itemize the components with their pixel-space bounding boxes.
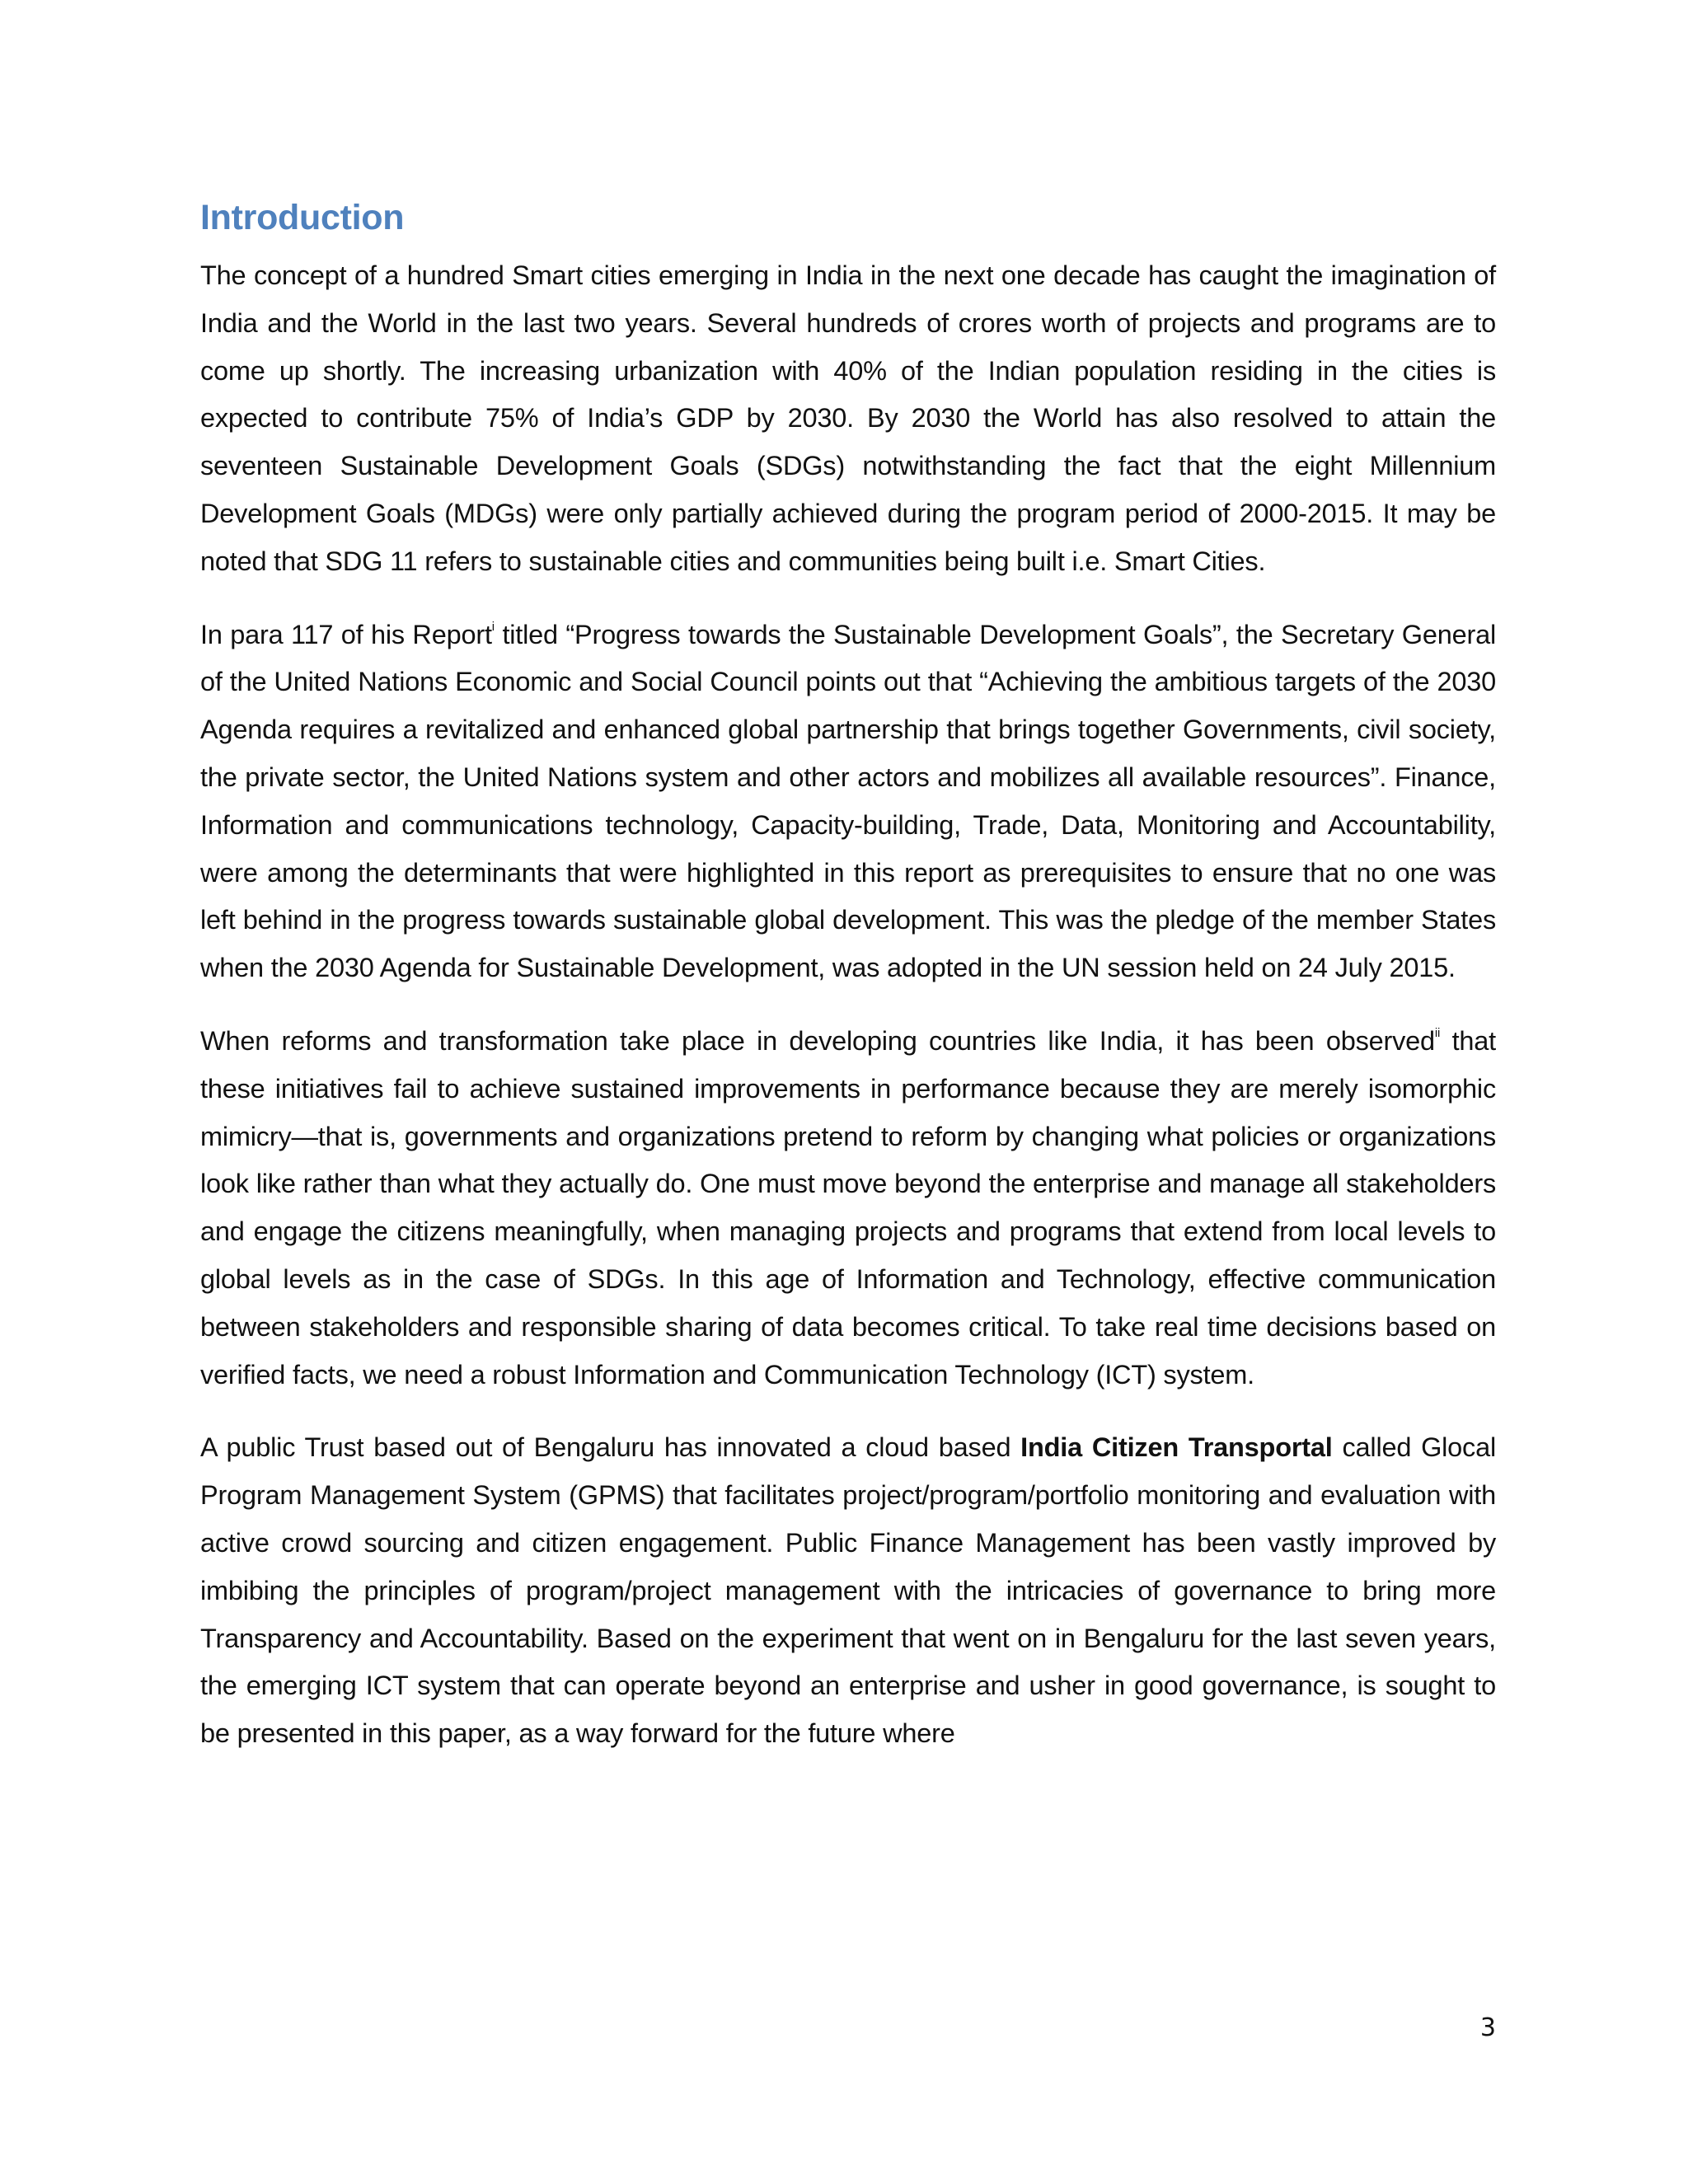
paragraph-1: The concept of a hundred Smart cities emerging in India in the next one decade has caught the imagination of India and the World in the last two years. Several hundreds of crores worth of projects and programs are to come up shortly. The increasing urbanization with 40% of the Indian population residing in the cities is expected to contribute 75% of India’s GDP by 2030. By 2030 the World has also resolved to attain the seventeen Sustainable Development Goals (SDGs) notwithstanding the fact that the eight Millennium Development Goals (MDGs) were only partially achieved during the program period of 2000-2015. It may be noted that SDG 11 refers to sustainable cities and communities being built i.e. Smart Cities. [200, 260, 1496, 576]
page-content [200, 191, 1496, 1783]
section-heading: Introduction [200, 198, 405, 237]
footnote-ref-i[interactable]: i [491, 619, 495, 634]
paragraph-2-text-after: titled “Progress towards the Sustainable Development Goals”, the Secretary General of the United Nations Economic and Social Council points out that “Achieving the ambitious targets of the 2030 Agenda requires a revitalized and enhanced global partnership that brings together Governments, civil society, the private sector, the United Nations system and other actors and mobilizes all available resources”. Finance, Information and communications technology, Capacity-building, Trade, Data, Monitoring and Accountability, were among the determinants that were highlighted in this report as prerequisites to ensure that no one was left behind in the progress towards sustainable global development. This was the pledge of the member States when the 2030 Agenda for Sustainable Development, was adopted in the UN session held on 24 July 2015. [200, 619, 1497, 983]
paragraph-3-text-after: that these initiatives fail to achieve sustained improvements in performance because they are merely isomorphic mimicry—that is, governments and organizations pretend to reform by changing what policies or organizations look like rather than what they actually do. One must move beyond the enterprise and manage all stakeholders and engage the citizens meaningfully, when managing projects and programs that extend from local levels to global levels as in the case of SDGs. In this age of Information and Technology, effective communication between stakeholders and responsible sharing of data becomes critical. To take real time decisions based on verified facts, we need a robust Information and Communication Technology (ICT) system. [200, 1025, 1496, 1390]
paragraph-4 [200, 1424, 1496, 1758]
paragraph-4-text-after: called Glocal Program Management System (GPMS) that facilitates project/program/portfolio monitoring and evaluation with active crowd sourcing and citizen engagement. Public Finance Management has been vastly improved by imbibing the principles of program/project management with the intricacies of governance to bring more Transparency and Accountability. Based on the experiment that went on in Bengaluru for the last seven years, the emerging ICT system that can operate beyond an enterprise and usher in good governance, is sought to be presented in this paper, as a way forward for the future where [200, 1432, 1496, 1749]
paragraph-3-text-before: When reforms and transformation take place in developing countries like India, it has been observed [200, 1025, 1435, 1056]
paragraph-2 [200, 612, 1496, 992]
footnote-ref-ii[interactable]: ii [1434, 1026, 1441, 1041]
paragraph-4-bold-term: India Citizen Transportal [1020, 1432, 1333, 1463]
paragraph-2-text-before: In para 117 of his Report [200, 619, 492, 649]
paragraph-3 [200, 1018, 1496, 1399]
paragraph-4-text-before: A public Trust based out of Bengaluru has innovated a cloud based [200, 1432, 1021, 1463]
page-number: 3 [1479, 2013, 1496, 2042]
